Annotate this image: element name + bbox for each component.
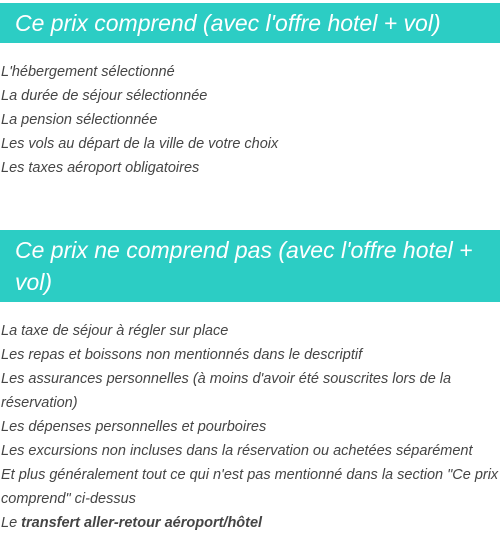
list-item: L'hébergement sélectionné [1,64,175,80]
list-item: Les excursions non incluses dans la réservation ou achetées séparément [1,443,473,459]
section-excluded [0,230,500,535]
section-spacer [0,180,500,230]
section-excluded-title: Ce prix ne comprend pas (avec l'offre hotel + vol) [0,230,500,302]
list-item: La durée de séjour sélectionnée [1,88,208,104]
list-item: Les assurances personnelles (à moins d'avoir été souscrites lors de la réservation) [1,371,452,411]
list-item: La pension sélectionnée [1,112,158,128]
included-list [0,60,500,180]
list-item: Et plus généralement tout ce qui n'est pas mentionné dans la section "Ce prix comprend" ci-dessus [1,467,499,507]
transfer-prefix: Le [1,515,22,531]
list-item: Les vols au départ de la ville de votre choix [1,136,279,152]
list-item: Les dépenses personnelles et pourboires [1,419,267,435]
list-item: Les taxes aéroport obligatoires [1,160,200,176]
transfer-bold-text: transfert aller-retour aéroport/hôtel [21,515,263,531]
excluded-list [0,319,500,535]
list-item-transfer [0,511,500,535]
section-included-title: Ce prix comprend (avec l'offre hotel + vol) [0,3,500,43]
list-item: La taxe de séjour à régler sur place [1,323,229,339]
list-item: Les repas et boissons non mentionnés dans le descriptif [1,347,363,363]
section-included [0,3,500,180]
